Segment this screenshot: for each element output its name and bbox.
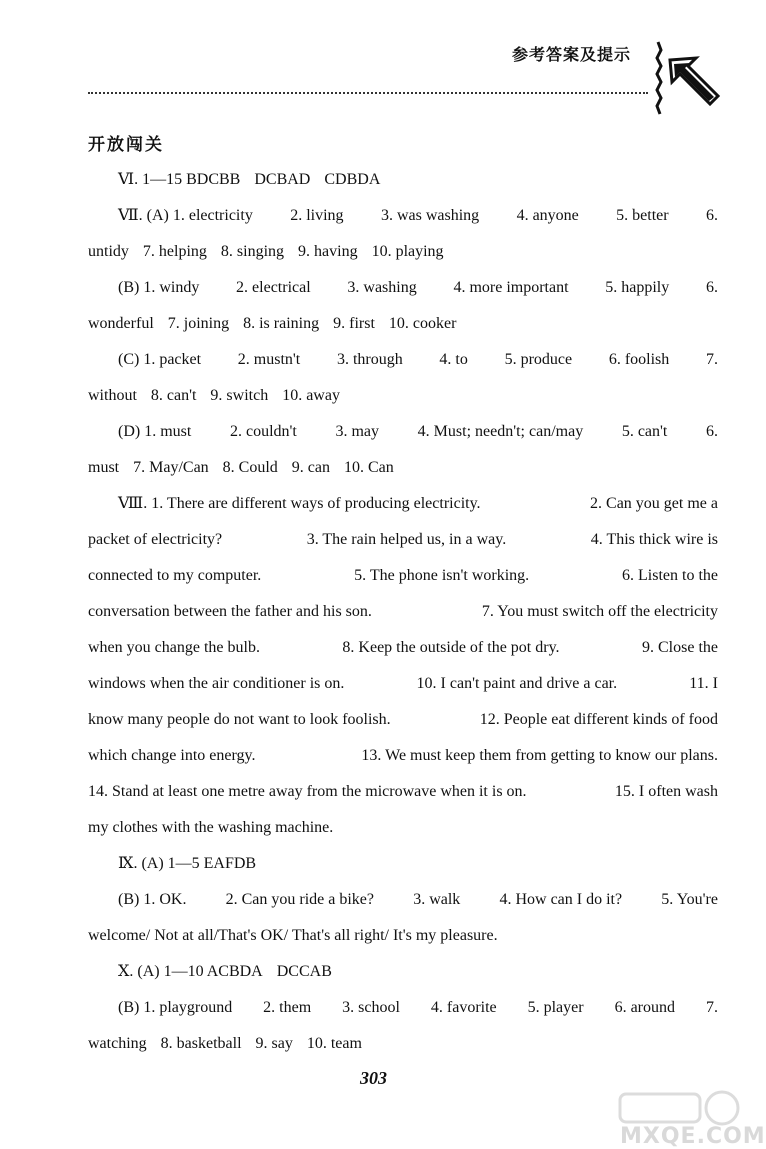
answer-segment: 11. I [689, 675, 718, 692]
answer-segment: 6. [706, 423, 718, 440]
answer-line [88, 234, 718, 270]
answer-segment: which change into energy. [88, 747, 256, 764]
answer-segment: CDBDA [324, 171, 381, 188]
answer-segment: 8. is raining [243, 315, 320, 332]
answer-line [88, 990, 718, 1026]
answer-segment: 3. may [335, 423, 380, 440]
answer-line [88, 738, 718, 774]
answer-segment: 14. Stand at least one metre away from the microwave when it is on. [88, 783, 527, 800]
answer-segment: 5. produce [504, 351, 573, 368]
answer-segment: 3. was washing [380, 207, 480, 224]
answer-segment: 10. I can't paint and drive a car. [416, 675, 618, 692]
answer-segment: 9. Close the [642, 639, 718, 656]
answer-segment: packet of electricity? [88, 531, 223, 548]
answer-segment: 9. can [291, 459, 330, 476]
answer-line [88, 342, 718, 378]
answer-segment: 4. more important [453, 279, 569, 296]
answer-line [88, 486, 718, 522]
answer-segment: connected to my computer. [88, 567, 262, 584]
answer-segment: 3. through [336, 351, 403, 368]
answer-segment: Ⅸ. (A) 1—5 EAFDB [118, 855, 257, 872]
answer-segment: 5. can't [621, 423, 668, 440]
answer-segment: 2. electrical [236, 279, 311, 296]
answer-line [88, 666, 718, 702]
answer-line [88, 306, 718, 342]
answer-segment: (B) 1. OK. [118, 891, 187, 908]
answer-line [88, 954, 718, 990]
answer-segment: 3. walk [413, 891, 461, 908]
answer-segment: (D) 1. must [118, 423, 192, 440]
answer-segment: 6. [705, 279, 718, 296]
answer-line [88, 774, 718, 810]
answer-segment: 2. them [263, 999, 312, 1016]
answer-segment: 7. You must switch off the electricity [481, 603, 718, 620]
answer-line [88, 1026, 718, 1062]
answer-segment: 3. school [342, 999, 400, 1016]
answer-segment: DCBAD [254, 171, 311, 188]
answer-line [88, 630, 718, 666]
answer-segment: 7. [705, 999, 718, 1016]
answer-segment: watching [88, 1035, 147, 1052]
answer-segment: 5. You're [661, 891, 718, 908]
answer-line [88, 594, 718, 630]
answer-segment: without [88, 387, 137, 404]
section-heading: 开放闯关 [88, 135, 164, 155]
answer-segment: 10. playing [371, 243, 444, 260]
answer-segment: 2. couldn't [229, 423, 297, 440]
answer-segment: 4. anyone [516, 207, 579, 224]
answer-segment: 8. Keep the outside of the pot dry. [342, 639, 560, 656]
page-number: 303 [360, 1068, 387, 1088]
answer-line [88, 558, 718, 594]
answer-segment: untidy [88, 243, 129, 260]
answer-segment: 10. cooker [388, 315, 457, 332]
answer-segment: 15. I often wash [614, 783, 718, 800]
answer-segment: when you change the bulb. [88, 639, 260, 656]
answer-segment: 6. foolish [608, 351, 670, 368]
corner-arrow-icon [652, 40, 722, 115]
answer-segment: 4. This thick wire is [590, 531, 718, 548]
header-divider [88, 92, 648, 94]
answer-segment: DCCAB [276, 963, 332, 980]
answer-segment: 9. having [298, 243, 358, 260]
answer-segment: (B) 1. windy [118, 279, 200, 296]
answer-line [88, 810, 718, 846]
answer-segment: 2. Can you ride a bike? [225, 891, 375, 908]
answer-segment: 8. Could [222, 459, 278, 476]
answer-segment: 13. We must keep them from getting to know our plans. [361, 747, 718, 764]
answer-segment: 10. team [306, 1035, 362, 1052]
answer-segment: 6. Listen to the [622, 567, 718, 584]
answer-segment: 8. basketball [160, 1035, 242, 1052]
answer-line [88, 450, 718, 486]
answer-segment: my clothes with the washing machine. [88, 819, 334, 836]
answer-segment: (B) 1. playground [118, 999, 233, 1016]
answer-segment: Ⅶ. (A) 1. electricity [118, 207, 253, 224]
answer-line [88, 270, 718, 306]
answer-segment: welcome/ Not at all/That's OK/ That's all right/ It's my pleasure. [88, 927, 498, 944]
answer-segment: 5. player [527, 999, 584, 1016]
answer-segment: 4. to [439, 351, 468, 368]
answer-line [88, 198, 718, 234]
answer-line [88, 162, 718, 198]
answer-segment: 10. Can [344, 459, 394, 476]
header-title: 参考答案及提示 [512, 45, 632, 64]
answer-segment: 4. favorite [430, 999, 497, 1016]
answer-segment: 12. People eat different kinds of food [479, 711, 718, 728]
answer-segment: 6. [705, 207, 718, 224]
answer-line [88, 378, 718, 414]
answer-segment: 3. washing [347, 279, 417, 296]
answer-segment: 8. singing [220, 243, 285, 260]
answer-segment: Ⅷ. 1. There are different ways of producing electricity. [118, 495, 481, 512]
answer-segment: 3. The rain helped us, in a way. [306, 531, 507, 548]
answer-segment: know many people do not want to look foolish. [88, 711, 391, 728]
answer-line [88, 702, 718, 738]
answer-line [88, 882, 718, 918]
answer-line [88, 846, 718, 882]
answer-segment: 7. helping [142, 243, 207, 260]
watermark-text: MXQE.COM [620, 1124, 766, 1149]
answer-segment: 5. better [616, 207, 669, 224]
answer-segment: 2. living [290, 207, 344, 224]
answer-segment: 9. switch [210, 387, 269, 404]
answer-segment: 5. The phone isn't working. [354, 567, 530, 584]
answer-segment: 2. mustn't [237, 351, 301, 368]
answer-segment: must [88, 459, 120, 476]
answer-segment: 9. first [333, 315, 375, 332]
answer-content [88, 162, 718, 1062]
answer-segment: 7. [705, 351, 718, 368]
answer-segment: 6. around [614, 999, 675, 1016]
answer-segment: (C) 1. packet [118, 351, 202, 368]
answer-segment: 10. away [282, 387, 340, 404]
answer-segment: Ⅵ. 1—15 BDCBB [118, 171, 241, 188]
answer-segment: windows when the air conditioner is on. [88, 675, 345, 692]
answer-segment: conversation between the father and his son. [88, 603, 372, 620]
answer-line [88, 414, 718, 450]
answer-segment: 4. Must; needn't; can/may [417, 423, 584, 440]
answer-line [88, 522, 718, 558]
answer-line [88, 918, 718, 954]
answer-segment: 7. May/Can [133, 459, 209, 476]
answer-segment: 4. How can I do it? [499, 891, 623, 908]
answer-segment: 7. joining [167, 315, 230, 332]
answer-segment: 5. happily [605, 279, 670, 296]
answer-segment: 9. say [255, 1035, 293, 1052]
answer-segment: 2. Can you get me a [590, 495, 718, 512]
answer-segment: wonderful [88, 315, 154, 332]
answer-segment: Ⅹ. (A) 1—10 ACBDA [118, 963, 263, 980]
answer-segment: 8. can't [150, 387, 197, 404]
